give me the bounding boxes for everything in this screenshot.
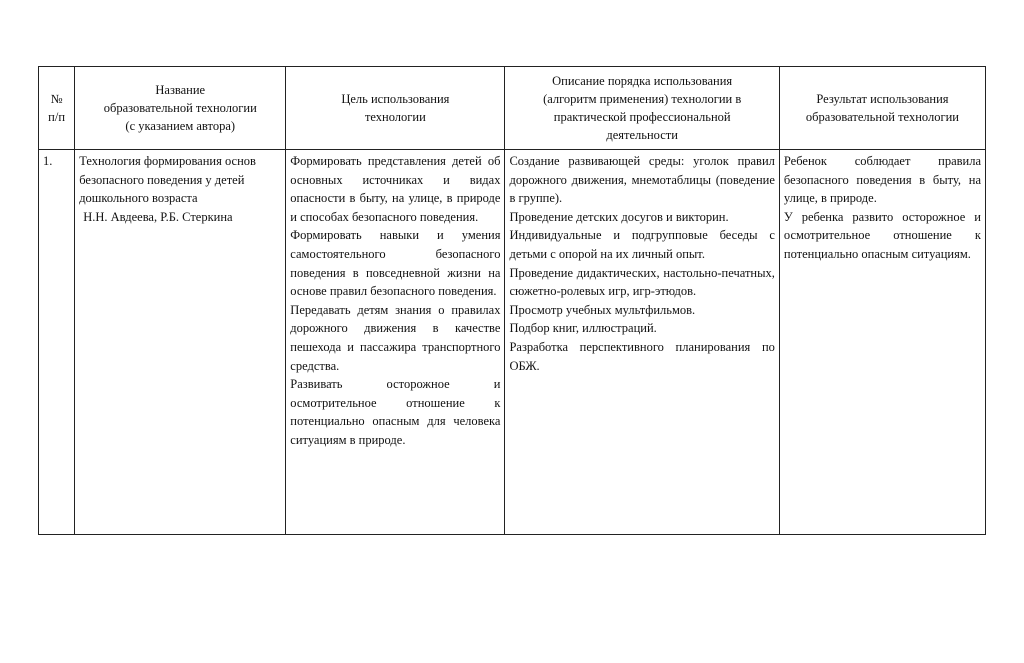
row-author: Н.Н. Авдеева, Р.Б. Стеркина	[83, 209, 233, 224]
technology-table	[38, 66, 986, 535]
row-goal: Формировать представления детей об основных источниках и видах опасности в быту, на улице, в природе и способах безопасного поведения. Формировать навыки и умения самостоятельного безопасного поведения в повседневной жизни на основе правил безопасного поведения. Передавать детям знания о правилах дорожного движения в качестве пешехода и пассажира транспортного средства. Развивать осторожное и осмотрительное отношение к потенциально опасным для человека ситуациям в природе.	[286, 150, 505, 535]
header-num: № п/п	[39, 67, 75, 150]
header-name: Название образовательной технологии (с указанием автора)	[75, 67, 286, 150]
row-name: Технология формирования основ безопасного поведения у детей дошкольного возраста Н.Н. Авдеева, Р.Б. Стеркина	[75, 150, 286, 535]
row-result: Ребенок соблюдает правила безопасного поведения в быту, на улице, в природе. У ребенка развито осторожное и осмотрительное отношение к потенциально опасным ситуациям.	[779, 150, 985, 535]
row-description: Создание развивающей среды: уголок правил дорожного движения, мнемотаблицы (поведение в группе). Проведение детских досугов и викторин. Индивидуальные и подгрупповые беседы с детьми с опорой на их личный опыт. Проведение дидактических, настольно-печатных, сюжетно-ролевых игр, игр-этюдов. Просмотр учебных мультфильмов. Подбор книг, иллюстраций. Разработка перспективного планирования по ОБЖ.	[505, 150, 779, 535]
header-result: Результат использования образовательной технологии	[779, 67, 985, 150]
row-num: 1.	[39, 150, 75, 535]
header-description: Описание порядка использования (алгоритм применения) технологии в практической профессиональной деятельности	[505, 67, 779, 150]
header-goal: Цель использования технологии	[286, 67, 505, 150]
table-row	[39, 150, 986, 535]
header-row	[39, 67, 986, 150]
